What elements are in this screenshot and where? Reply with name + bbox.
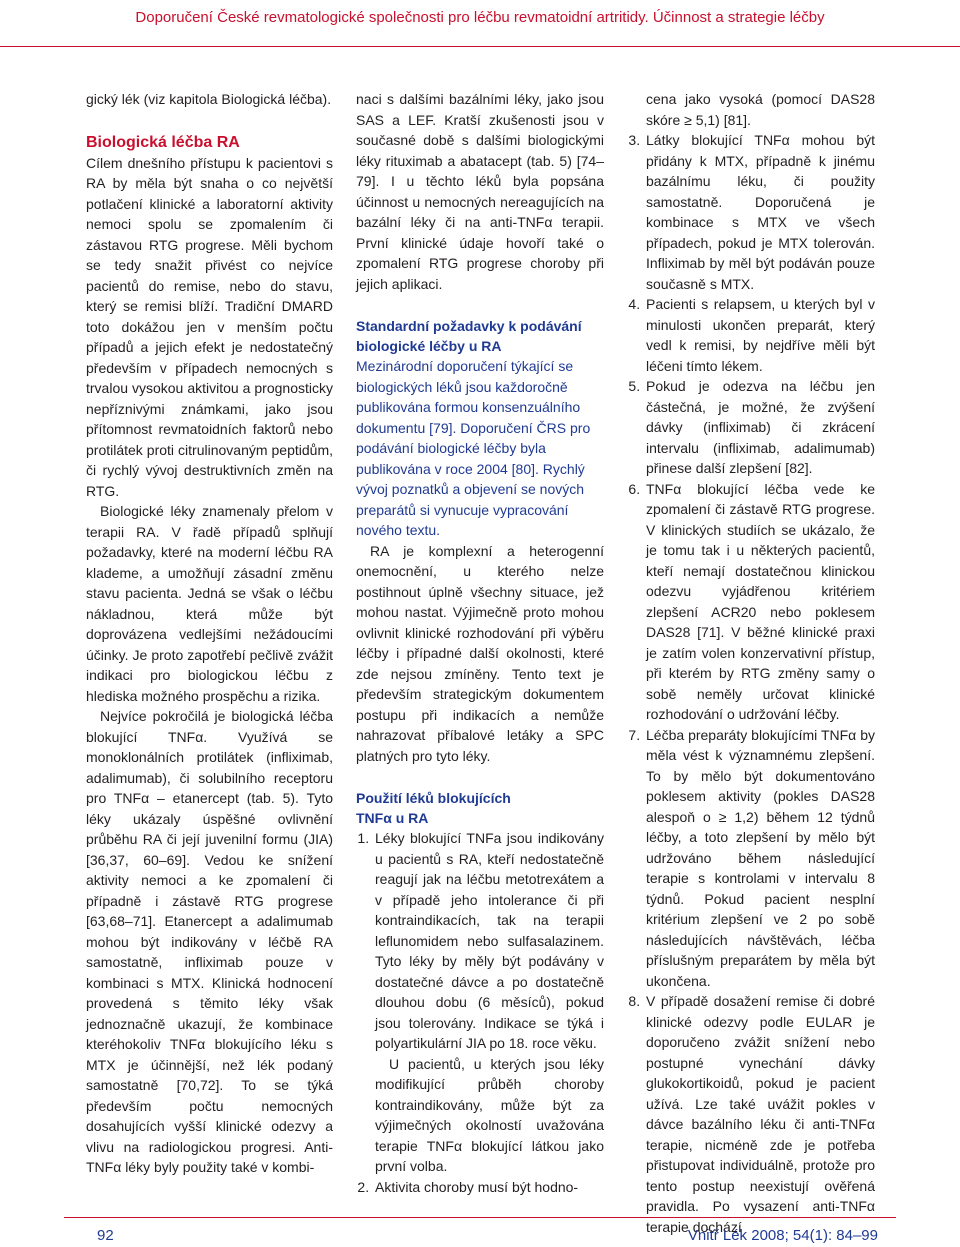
paragraph-continued: naci s dalšími bazálními léky, jako jsou SAS a LEF. Kratší zkušenosti jsou v současné době s dalšími biologickými léky rituximab a abatacept (tab. 5) [74–79]. I u těchto léků byla popsána účinnost u nemocných nereagujících na bazální léky či na anti-TNFα terapii. První klinické údaje hovoří také o zpomalení RTG progrese choroby při jejich aplikaci. — [356, 91, 604, 292]
heading-line: Použití léků blokujících — [356, 790, 511, 806]
list-item-text: 1. Léky blokující TNFa jsou indikovány u pacientů s RA, kteří nedostatečně reagují jak na léčbu metotrexátem a v případě jeho intolerance či při kontraindikacích, tak na terapii leflunomidem nebo sulfasalazinem. Tyto léky by měly být podávány v dostatečné dávce a po dostatečně dlouhou dobu (6 měsíců), pokud jsou tolerovány. Indikace se týká i polyartikulární JIA po 18. roce věku. — [375, 830, 604, 1051]
list-item — [644, 479, 875, 725]
list-item — [644, 130, 875, 294]
list-item — [644, 294, 875, 376]
list-item-text: 7. Léčba preparáty blokujícími TNFα by měla vést k významnému zlepšení. To by mělo být dokumentováno poklesem aktivity (pokles DAS28 alespoň o ≥ 1,2) během 12 týdnů léčby, a toto zlepšení by mělo být udržováno během následující terapie s kontrolami v intervalu 8 týdnů. Pokud pacient nesplní kritérium zlepšení ve 2 po sobě následujících návštěvách, léčba příslušným preparátem by měla být ukončena. — [646, 726, 875, 989]
section-heading-pouziti-leku — [356, 788, 604, 828]
footer-divider — [64, 1217, 896, 1218]
list-item — [644, 991, 875, 1237]
list-item — [373, 828, 604, 1177]
column-left — [86, 89, 333, 1178]
list-item-text: 4. Pacienti s relapsem, u kterých byl v minulosti ukončen preparát, který vedl k remisi, by nejdříve měli být léčeni tímto lékem. — [646, 296, 875, 374]
page-number: 92 — [97, 1227, 114, 1244]
list-item-text: U pacientů, u kterých jsou léky modifikující průběh choroby kontraindikovány, může být za výjimečných okolností uvažována terapie TNFα blokující látkou jako první volba. — [375, 1055, 604, 1174]
list-item-continued: cena jako vysoká (pomocí DAS28 skóre ≥ 5,1) [81]. — [646, 91, 875, 128]
list-item-text: 3. Látky blokující TNFα mohou být přidány k MTX, případně k jinému bazálnímu léku, či použity samostatně. Doporučená je kombinace s MTX ve všech případech, pokud je MTX tolerován. Infliximab by měl být podáván pouze současně s MTX. — [646, 132, 875, 292]
section-heading-biologicka-lecba: Biologická léčba RA — [86, 133, 240, 151]
list-item-text: 5. Pokud je odezva na léčbu jen částečná, je možné, že zvýšení dávky (infliximab) či zkrácení intervalu (infliximab, adalimumab) přinese další zlepšení [82]. — [646, 378, 875, 476]
paragraph: Nejvíce pokročilá je biologická léčba blokující TNFα. Využívá se monoklonálních protilátek (infliximab, adalimumab), či solubilního receptoru pro TNFα – etanercept (tab. 5). Tyto léky ukázaly úspěšné ovlivnění průběhu RA či její juvenilní formu (JIA) [36,37, 60–69]. Vedou ke snížení aktivity nemoci a ke zpomalení či případně i zástavě RTG progrese [63,68–71]. Etanercept a adalimumab mohou být indikovány v léčbě RA samostatně, infliximab pouze v kombinaci s MTX. Klinická hodnocení provedená s těmito léky však jednoznačně ukazují, že kombinace kteréhokoliv TNFα blokujícího léku s MTX je účinnější, než lék podaný samostatně [70,72]. To se týká především počtu nemocných dosahujících vyšší klinické odezvy a vlivu na radiologickou progresi. Anti-TNFα léky byly použity také v kombi- — [86, 708, 333, 1175]
list-item — [373, 1177, 604, 1198]
paragraph: RA je komplexní a heterogenní onemocnění, u kterého nelze postihnout úplně všechny situace, jež mohou nastat. Výjimečně proto mohou ovlivnit klinické rozhodování při výběru léčby i případné další okolnosti, které zde nejsou zmíněny. Tento text je především strategickým dokumentem postupu při indikacích a nemůže nahrazovat příbalové letáky a SPC platných pro tyto léky. — [356, 542, 604, 764]
list-item — [644, 376, 875, 479]
column-right — [627, 89, 875, 1237]
paragraph: Cílem dnešního přístupu k pacientovi s RA by měla být snaha o co největší potlačení klinické a laboratorní aktivity nemoci spolu se zpomalením či zástavou RTG progrese. Měli bychom se tedy snažit přivést co nejvíce pacientů do remise, nebo do stavu, který se remisi blíží. Tradiční DMARD toto dokážou jen v menším počtu případů a jejich efekt je nedostatečný především v případech nemocných s trvalou vysokou aktivitou a prognosticky nepříznivými známkami, jako jsou přítomnost revmatoidních faktorů nebo protilátek proti citrulinovaným peptidům, či rychlý vývoj destruktivních změn na RTG. — [86, 154, 333, 499]
numbered-list — [356, 828, 604, 1197]
section-heading-standardni-pozadavky: Standardní požadavky k podávání biologické léčby u RA — [356, 318, 582, 354]
paragraph-continued: gický lék (viz kapitola Biologická léčba). — [86, 91, 332, 107]
list-item-text: 2. Aktivita choroby musí být hodno- — [375, 1178, 579, 1195]
header-title: Doporučení České revmatologické společnosti pro léčbu revmatoidní artritidy. Účinnost a strategie léčby — [135, 9, 825, 26]
column-middle — [356, 89, 604, 1197]
list-item — [644, 725, 875, 992]
paragraph-lead: Mezinárodní doporučení týkající se biologických léků jsou každoročně publikována formou konsenzuálního dokumentu [79]. Doporučení ČRS pro podávání biologické léčby byla publikována v roce 2004 [80]. Rychlý vývoj poznatků a objevení se nových preparátů si vynucuje vypracování nového textu. — [356, 358, 591, 538]
running-header — [0, 0, 960, 47]
list-item-text: 6. TNFα blokující léčba vede ke zpomalení či zástavě RTG progrese. V klinických studiích se ukázalo, že je tomu tak i u některých pacientů, kteří nemají dostatečnou klinickou odezvu vyjádřenou kritériem zlepšení ACR20 nebo poklesem DAS28 [71]. V běžné klinické praxi je zatím volen konzervativní přístup, při kterém by RTG změny samy o sobě neměly určovat klinické rozhodování o udržování léčby. — [646, 480, 875, 722]
paragraph: Biologické léky znamenaly přelom v terapii RA. V řadě případů splňují požadavky, které na moderní léčbu RA klademe, a umožňují zásadní změnu stavu pacienta. Jedná se však o léčbu nákladnou, která může být doprovázena vedlejšími nežádoucími účinky. Je proto zapotřebí pečlivě zvážit indikaci pro biologickou léčbu z hlediska možného prospěchu a rizika. — [86, 503, 333, 704]
list-item-text: 8. V případě dosažení remise či dobré klinické odezvy podle EULAR je doporučeno zvážit snížení nebo postupné vynechání dávky glukokortikoidů, pokud je pacient užívá. Lze také uvážit pokles v dávce bazálního léku či anti-TNFα terapie, nicméně zde je potřeba přistupovat individuálně, protože pro tento postup neexistují ověřená pravidla. Po vysazení anti-TNFα terapie dochází — [646, 993, 875, 1235]
heading-line: TNFα u RA — [356, 810, 429, 826]
journal-reference: Vnitř Lék 2008; 54(1): 84–99 — [687, 1227, 878, 1244]
numbered-list — [627, 130, 875, 1237]
